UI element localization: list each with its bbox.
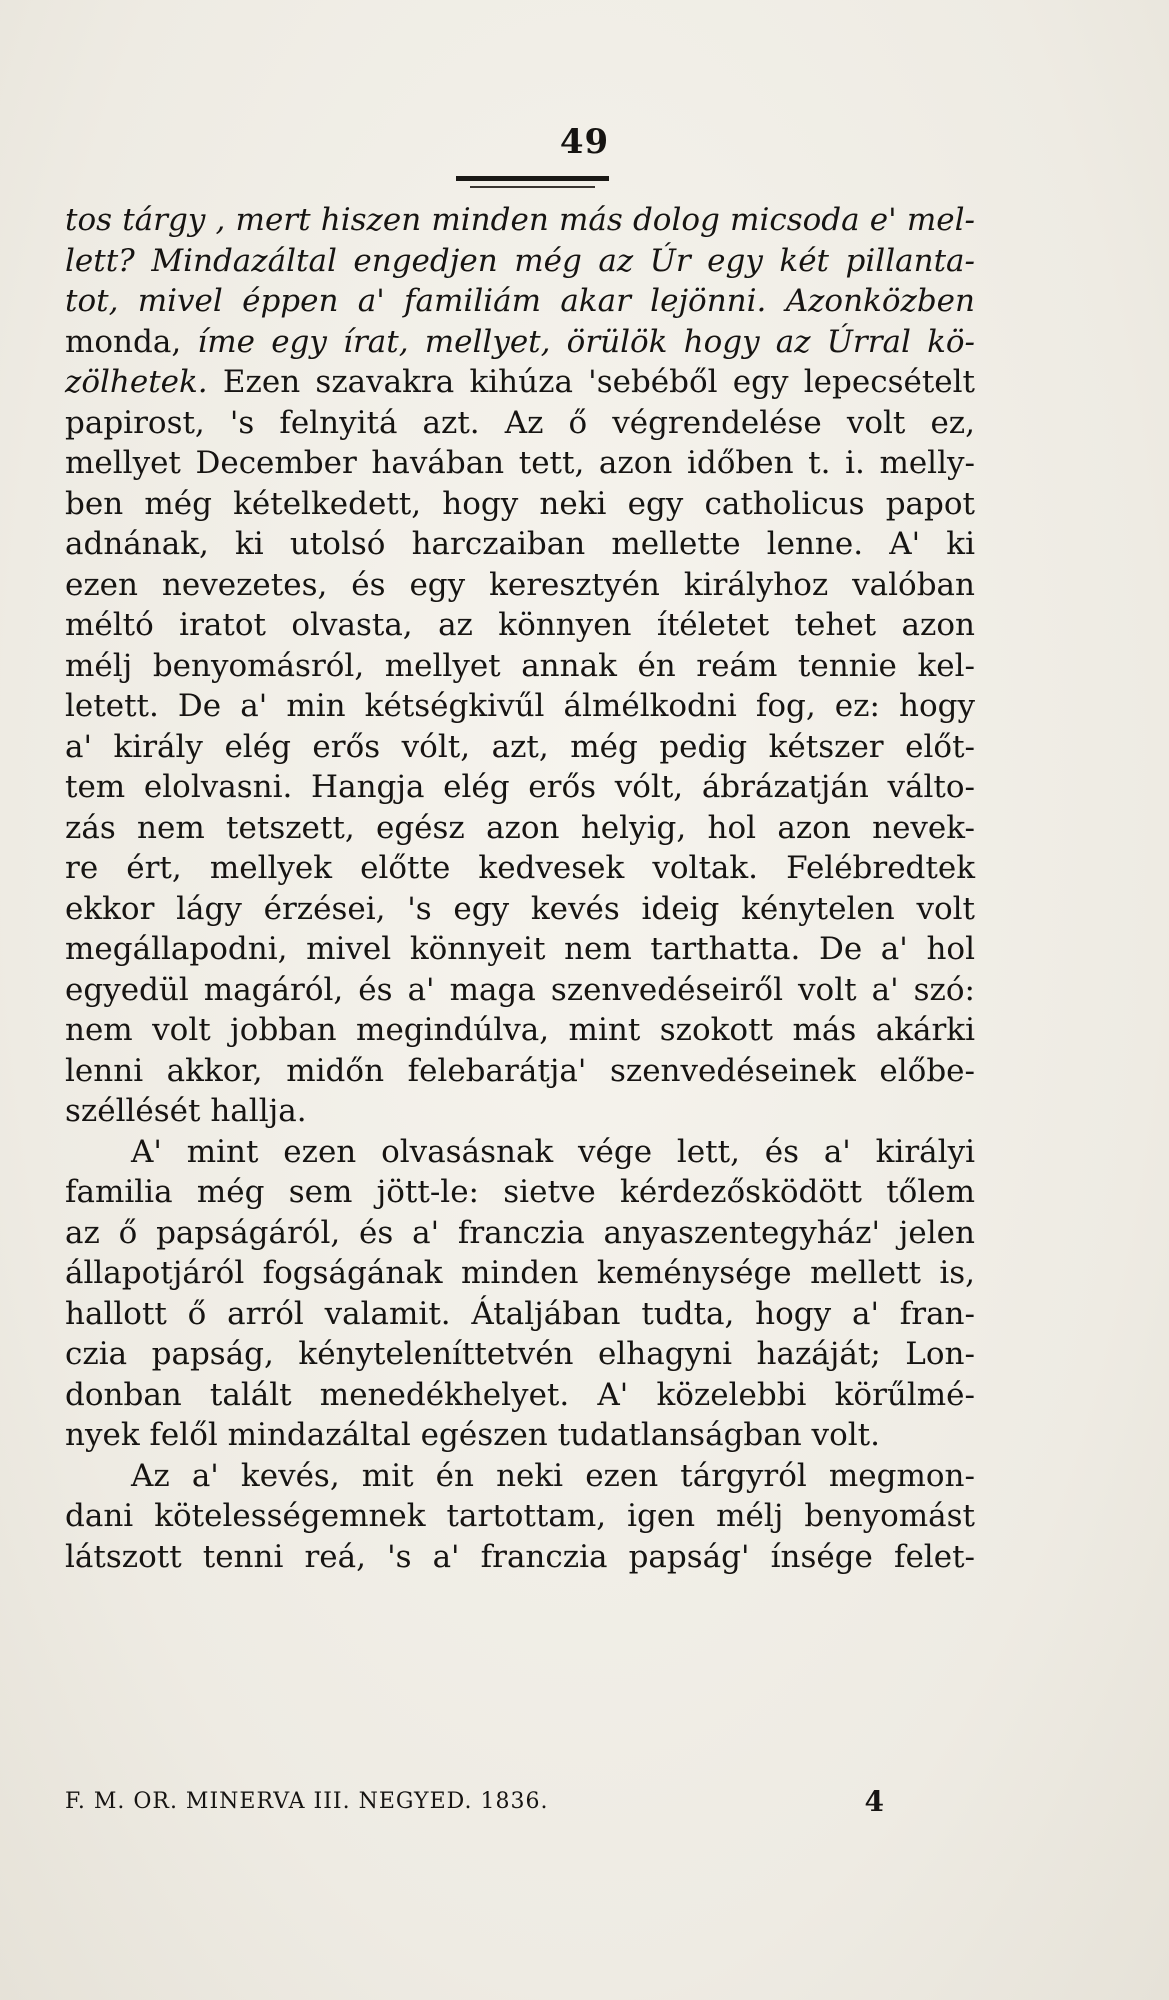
text-line xyxy=(65,1375,975,1416)
text-run: letett. De a' min kétségkivűl álmélkodni fog, ez: hogy xyxy=(65,688,975,724)
text-line xyxy=(65,1415,975,1456)
text-line xyxy=(65,1537,975,1578)
text-line xyxy=(65,1010,975,1051)
text-run: donban talált menedékhelyet. A' közelebbi körűlmé- xyxy=(65,1376,975,1413)
text-run: re ért, mellyek előtte kedvesek voltak. Felébredtek xyxy=(65,850,975,886)
text-run: állapotjáról fogságának minden keménysége mellett is, xyxy=(65,1255,975,1291)
text-line xyxy=(65,362,975,403)
page-footer xyxy=(65,1785,925,1825)
text-run: a' király elég erős vólt, azt, még pedig kétszer előt- xyxy=(65,728,975,765)
text-line xyxy=(65,1253,975,1294)
text-run: papirost, 's felnyitá azt. Az ő végrendelése volt ez, xyxy=(65,404,975,441)
text-run: dani kötelességemnek tartottam, igen mélj benyomást xyxy=(65,1498,975,1534)
text-line xyxy=(65,970,975,1011)
text-run: nem volt jobban megindúlva, mint szokott más akárki xyxy=(65,1012,975,1048)
text-line xyxy=(65,484,975,525)
text-run: méltó iratot olvasta, az könnyen ítéletet tehet azon xyxy=(65,607,975,643)
text-line xyxy=(65,727,975,768)
text-line xyxy=(65,1091,975,1132)
text-run: Az a' kevés, mit én neki ezen tárgyról megmon- xyxy=(131,1457,975,1494)
text-line xyxy=(65,767,975,808)
text-line xyxy=(65,889,975,930)
header-rule-thin xyxy=(470,186,595,188)
text-line xyxy=(65,808,975,849)
text-line xyxy=(65,322,975,363)
body-text xyxy=(65,200,975,1577)
text-run: íme egy írat, mellyet, örülök hogy az Úrral kö- xyxy=(197,323,976,360)
text-run: zás nem tetszett, egész azon helyig, hol azon nevek- xyxy=(65,809,975,846)
text-run: lenni akkor, midőn felebarátja' szenvedéseinek előbe- xyxy=(65,1052,975,1089)
text-run: hallott ő arról valamit. Átaljában tudta, hogy a' fran- xyxy=(65,1295,975,1332)
sheet-mark: 4 xyxy=(864,1785,885,1818)
printer-signature: F. M. OR. MINERVA III. NEGYED. 1836. xyxy=(65,1789,549,1814)
text-line xyxy=(65,241,975,282)
text-run: lett? Mindazáltal engedjen még az Úr egy két pillanta- xyxy=(65,242,975,279)
text-line xyxy=(65,646,975,687)
text-line xyxy=(65,1172,975,1213)
text-run: zölhetek. xyxy=(65,364,208,400)
text-run: familia még sem jött-le: sietve kérdezősködött tőlem xyxy=(65,1174,975,1210)
text-line xyxy=(65,403,975,444)
text-run: egyedül magáról, és a' maga szenvedéseiről volt a' szó: xyxy=(65,971,975,1008)
text-run: A' mint ezen olvasásnak vége lett, és a' királyi xyxy=(131,1133,975,1170)
page-number: 49 xyxy=(559,122,610,162)
text-run: látszott tenni reá, 's a' franczia papság' ínsége felet- xyxy=(65,1538,975,1575)
text-run: tos tárgy , mert hiszen minden más dolog micsoda e' mel- xyxy=(65,202,975,238)
text-run: megállapodni, mivel könnyeit nem tarthatta. De a' hol xyxy=(65,931,975,967)
text-line xyxy=(65,1213,975,1254)
text-line xyxy=(65,1456,975,1497)
text-run: mellyet December havában tett, azon időben t. i. melly- xyxy=(65,445,975,481)
text-run: ben még kételkedett, hogy neki egy catholicus papot xyxy=(65,485,975,522)
text-run: tot, mivel éppen a' familiám akar lejönni. Azonközben xyxy=(65,283,975,319)
text-run: adnának, ki utolsó harczaiban mellette lenne. A' ki xyxy=(65,526,975,562)
text-run: tem elolvasni. Hangja elég erős vólt, ábrázatján válto- xyxy=(65,769,975,805)
text-run: ezen nevezetes, és egy keresztyén királyhoz valóban xyxy=(65,566,975,603)
text-run: nyek felől mindazáltal egészen tudatlanságban volt. xyxy=(65,1417,880,1453)
text-run: Ezen szavakra kihúza 'sebéből egy lepecsételt xyxy=(207,364,975,400)
text-run: ekkor lágy érzései, 's egy kevés ideig kénytelen volt xyxy=(65,890,975,927)
text-run: monda, xyxy=(65,323,198,360)
text-line xyxy=(65,565,975,606)
text-line xyxy=(65,686,975,727)
text-line xyxy=(65,1051,975,1092)
text-line xyxy=(65,443,975,484)
text-run: széllését hallja. xyxy=(65,1093,307,1129)
text-line xyxy=(65,200,975,241)
text-line xyxy=(65,1334,975,1375)
text-line xyxy=(65,1132,975,1173)
text-run: mélj benyomásról, mellyet annak én reám tennie kel- xyxy=(65,647,975,684)
text-line xyxy=(65,1294,975,1335)
text-line xyxy=(65,848,975,889)
text-line xyxy=(65,1496,975,1537)
header-rule xyxy=(456,176,609,181)
text-run: czia papság, kényteleníttetvén elhagyni hazáját; Lon- xyxy=(65,1336,975,1372)
text-run: az ő papságáról, és a' francziа anyaszentegyház' jelen xyxy=(65,1214,975,1251)
text-line xyxy=(65,929,975,970)
text-line xyxy=(65,524,975,565)
text-line xyxy=(65,605,975,646)
text-line xyxy=(65,281,975,322)
